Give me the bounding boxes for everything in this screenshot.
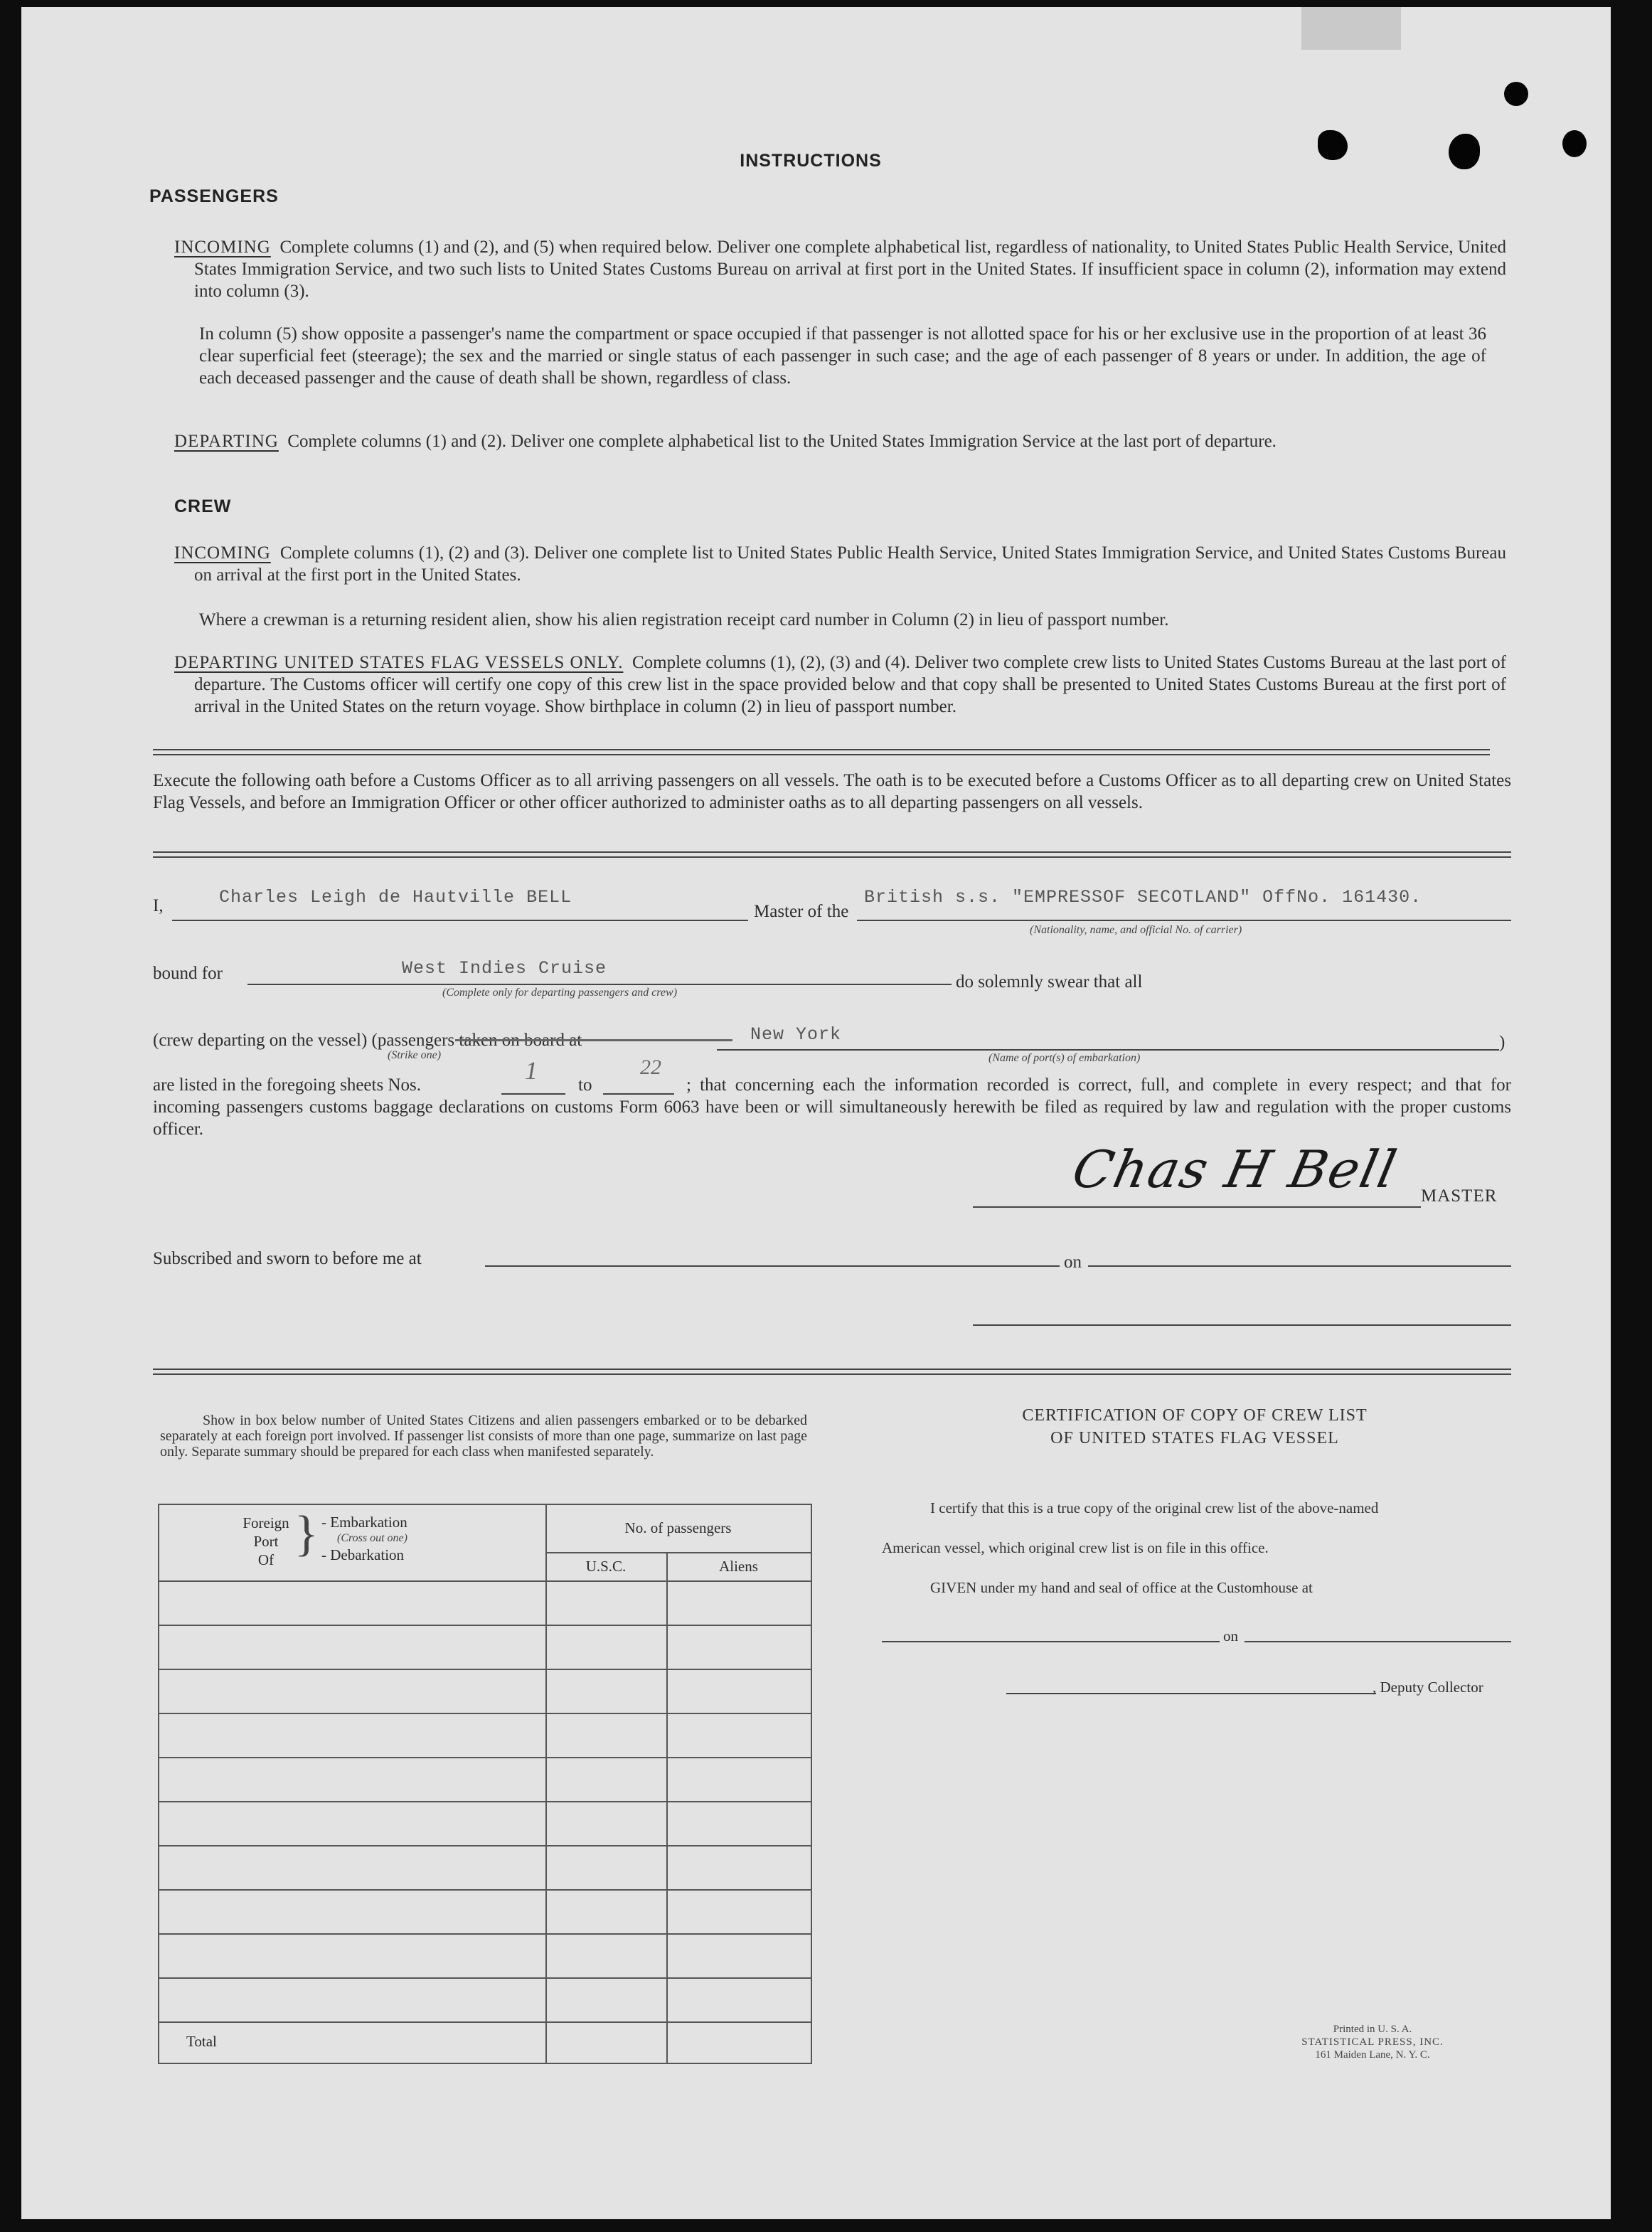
sheets-label: are listed in the foregoing sheets Nos. — [153, 1075, 421, 1095]
aliens-header: Aliens — [719, 1558, 758, 1575]
departing-label: DEPARTING — [174, 432, 279, 451]
sworn-date-line — [1088, 1265, 1511, 1267]
bound-for-label: bound for — [153, 964, 223, 983]
departing-paragraph — [174, 430, 1506, 452]
document-page — [21, 7, 1611, 2219]
foreign-port-of-label: Foreign Port Of — [243, 1514, 289, 1568]
port-field: New York — [750, 1024, 842, 1045]
master-label: MASTER — [1421, 1186, 1498, 1206]
bound-for-line — [247, 984, 952, 985]
crew-incoming-label: INCOMING — [174, 543, 271, 563]
strike-caption: (Strike one) — [388, 1049, 442, 1061]
vessel-line — [857, 920, 1511, 921]
passengers-heading: PASSENGERS — [149, 186, 279, 206]
deputy-signature-line — [1006, 1693, 1376, 1694]
officer-signature-line — [973, 1324, 1511, 1326]
signature: Chas H Bell — [1067, 1139, 1403, 1199]
usc-header: U.S.C. — [585, 1558, 627, 1575]
torn-corner — [1301, 7, 1401, 50]
section-divider — [153, 851, 1511, 858]
brace: } — [294, 1506, 319, 1561]
name-line — [172, 920, 748, 921]
punch-hole — [1318, 130, 1348, 160]
debarkation-label: - Debarkation — [321, 1546, 405, 1563]
column5-paragraph: In column (5) show opposite a passenger's name the compartment or space occupied if that passenger is not allotted space for his or her exclusive use in the proportion of at least 36 clear superficial feet (steerage); the sex and the married or single status of each passenger in such case; and the age of each passenger of 8 years or under. In addition, the age of each deceased passenger and the cause of death shall be shown, regardless of class. — [199, 324, 1486, 388]
swear-label: do solemnly swear that all — [956, 972, 1143, 992]
certify-vessel-text: American vessel, which original crew list is on file in this office. — [882, 1539, 1269, 1556]
crewman-paragraph: Where a crewman is a returning resident alien, show his alien registration receipt card number in Column (2) in lieu of passport number. — [199, 610, 1169, 629]
cross-out-label: (Cross out one) — [337, 1532, 407, 1544]
punch-hole — [1504, 82, 1528, 106]
crew-incoming-paragraph — [174, 542, 1506, 586]
master-of-label: Master of the — [754, 902, 849, 921]
section-divider — [153, 749, 1490, 755]
punch-hole — [1562, 130, 1587, 157]
cert-place-line — [882, 1641, 1220, 1642]
close-paren: ) — [1499, 1033, 1506, 1052]
vessel-caption: (Nationality, name, and official No. of carrier) — [1030, 924, 1242, 936]
crew-incoming-text: Complete columns (1), (2) and (3). Deliver one complete list to United States Public Health Service, United States Immigration Service, and United States Customs Bureau on arrival at the first port in the United States. — [194, 543, 1506, 585]
passengers-incoming-paragraph — [174, 236, 1506, 302]
no-passengers-header: No. of passengers — [624, 1519, 732, 1536]
deputy-collector-label: , Deputy Collector — [1373, 1679, 1483, 1696]
punch-hole — [1449, 134, 1480, 169]
summary-box — [158, 1504, 812, 2064]
i-label: I, — [153, 896, 164, 915]
to-label: to — [578, 1075, 592, 1095]
port-caption: (Name of port(s) of embarkation) — [988, 1052, 1141, 1064]
section-divider — [153, 1369, 1511, 1375]
bound-for-field: West Indies Cruise — [402, 958, 607, 979]
sheet-to-field: 22 — [640, 1056, 661, 1079]
strike-line — [455, 1039, 732, 1041]
vessel-field: British s.s. "EMPRESSOF SECOTLAND" OffNo. 161430. — [864, 887, 1422, 908]
cert-date-line — [1245, 1641, 1511, 1642]
sheet-from-field: 1 — [525, 1056, 538, 1085]
flag-vessels-label: DEPARTING UNITED STATES FLAG VESSELS ONLY. — [174, 653, 624, 672]
certify-text: I certify that this is a true copy of the original crew list of the above-named — [930, 1499, 1379, 1516]
sheets-tail: ; that concerning each the information recorded is correct, full, and complete in every respect; and that for incoming passengers customs baggage declarations on customs Form 6063 have been or will simultaneously herewith be filed as required by law and regulation with the proper customs officer. — [153, 1075, 1511, 1139]
instructions-title: INSTRUCTIONS — [740, 151, 882, 171]
sworn-on-label: on — [1064, 1253, 1082, 1272]
printer-info: Printed in U. S. A. STATISTICAL PRESS, INC. 161 Maiden Lane, N. Y. C. — [1301, 2024, 1444, 2061]
port-line — [717, 1049, 1499, 1051]
flag-vessels-text: Complete columns (1), (2), (3) and (4). Deliver two complete crew lists to United States Customs Bureau at the last port of departure. The Customs officer will certify one copy of this crew list in the space provided below and that copy shall be presented to United States Customs Bureau at the first port of arrival in the United States on the return voyage. Show birthplace in column (2) in lieu of passport number. — [194, 653, 1506, 716]
crew-heading: CREW — [174, 496, 232, 516]
total-label: Total — [186, 2033, 217, 2050]
cert-on-label: on — [1223, 1627, 1238, 1644]
flag-vessels-paragraph — [174, 652, 1506, 718]
summary-note: Show in box below number of United States Citizens and alien passengers embarked or to be debarked separately at each foreign port involved. If passenger list consists of more than one page, summarize on last page only. Separate summary should be prepared for each class when manifested separately. — [160, 1413, 807, 1460]
master-name-field: Charles Leigh de Hautville BELL — [219, 887, 572, 908]
embarkation-label: - Embarkation — [321, 1514, 407, 1531]
crew-departing-label: (crew departing on the vessel) (passengers taken on board at — [153, 1031, 582, 1050]
incoming-text: Complete columns (1) and (2), and (5) when required below. Deliver one complete alphabetical list, regardless of nationality, to United States Public Health Service, United States Immigration Service, and two such lists to United States Customs Bureau on arrival at first port in the United States. If insufficient space in column (2), information may extend into column (3). — [194, 238, 1507, 301]
sworn-place-line — [485, 1265, 1060, 1267]
incoming-label: INCOMING — [174, 238, 271, 257]
bound-for-caption: (Complete only for departing passengers and crew) — [442, 987, 678, 999]
oath-intro: Execute the following oath before a Customs Officer as to all arriving passengers on all vessels. The oath is to be executed before a Customs Officer as to all departing crew on United States Flag Vessels, and before an Immigration Officer or other officer authorized to administer oaths as to all departing passengers on all vessels. — [153, 771, 1511, 812]
subscribed-label: Subscribed and sworn to before me at — [153, 1249, 422, 1268]
signature-line — [973, 1206, 1421, 1208]
sheets-tail-text — [153, 1074, 1511, 1140]
given-text: GIVEN under my hand and seal of office at the Customhouse at — [930, 1579, 1313, 1596]
certification-title: CERTIFICATION OF COPY OF CREW LIST OF UNITED STATES FLAG VESSEL — [1022, 1406, 1368, 1447]
departing-text: Complete columns (1) and (2). Deliver one complete alphabetical list to the United States Immigration Service at the last port of departure. — [287, 432, 1277, 451]
